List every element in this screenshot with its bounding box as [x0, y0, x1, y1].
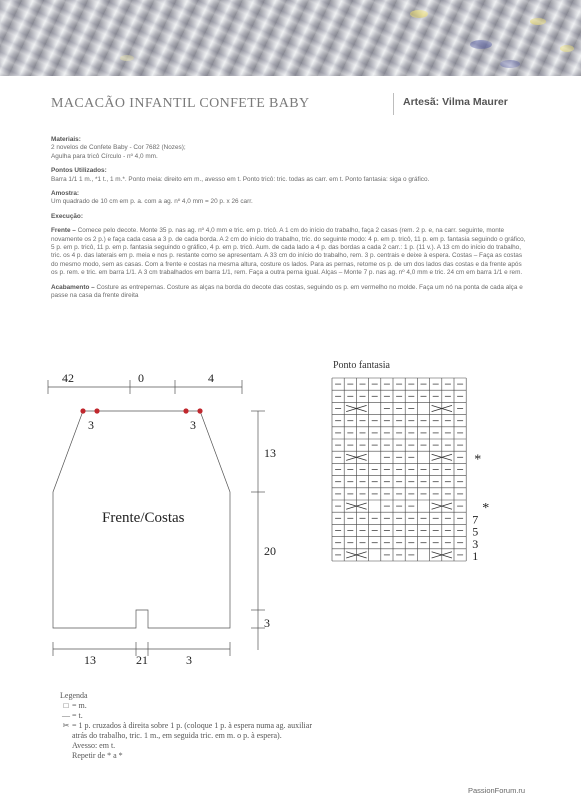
materials-section [51, 136, 529, 161]
chart-title: Ponto fantasia [333, 360, 390, 371]
front-text: Comece pelo decote. Monte 35 p. nas ag. nº 4,0 mm e tric. em p. tricô. A 1 cm do início do trabalho, faça 2 casas (rem. 2 p. e, na carr. seguinte, monte novamente os 2 p.) e faça cada casa a 3 p. de cada borda. A 2 cm do início do trabalho, tric. do seguinte modo: 4 p. em p. tricô, 11 p. em p. fantasia seguindo o gráfico, 5 p. em p. tricô, 11 p. em p. fantasia seguindo o gráfico, 4 p. em p. tricô. Aum. de cada lado a 4 p. das bordas a cada 2 carr.: 1 p. (11 v.). A 13 cm do início do trabalho, tric. os 4 p. das laterais em p. meia e nos p. restante como se apresentam. A 33 cm do início do trabalho, rem. 3 p. centrais e deixe à espera. Costas – Faça as costas do mesmo modo, sem as casas. Com a frente e costas na mesma altura, costure os lados. Para as pernas, retome os p. de um dos lados das costas e da frente após os p. rem. e tric. em barra 1/1. A 3 cm trabalhados em barra 1/1, rem. Faça a outra perna igual. Alças – Monte 7 p. nas ag. nº 4,0 mm e tric. 24 cm em barra 1/1 e rem. [51, 227, 526, 277]
chart-row-label: 3 [472, 536, 479, 551]
bottom-measure: 3 [186, 653, 192, 667]
page-title: MACACÃO INFANTIL CONFETE BABY [51, 96, 310, 111]
stitches-text: Barra 1/1 1 m., *1 t., 1 m.*. Ponto meia: direito em m., avesso em t. Ponto tricô: tric. todas as carr. em t. Ponto fantasia: siga o gráfico. [51, 175, 430, 183]
right-measure: 13 [264, 446, 276, 460]
legend-item: Avesso: em t. [72, 741, 116, 750]
legend-item: atrás do trabalho, tric. 1 m., em seguida tric. em m. o p. à espera). [72, 731, 282, 740]
title-divider [393, 93, 394, 115]
stitches-section [51, 167, 529, 184]
strap-dot [197, 408, 202, 413]
repeat-star: * [474, 452, 482, 468]
gauge-label: Amostra: [51, 190, 80, 198]
purl-dash-icon: — [62, 711, 70, 720]
legend-item: — = t. [62, 711, 83, 720]
gauge-section [51, 190, 529, 207]
top-measure: 4 [208, 371, 214, 385]
piece-label: Frente/Costas [102, 510, 185, 526]
strap-dot [80, 408, 85, 413]
finishing-label: Acabamento – [51, 283, 95, 291]
cross-stitch-icon: ✂ [62, 721, 70, 730]
top-measure: 0 [138, 371, 144, 385]
finishing-text: Costure as entrepernas. Costure as alças na borda do decote das costas, seguindo os p. em vermelho no molde. Faça um nó na ponta de cada alça e passe na casa da frente direita [51, 283, 523, 300]
pattern-schematic [40, 365, 310, 675]
materials-line-2: Agulha para tricô Círculo - nº 4,0 mm. [51, 152, 158, 160]
watermark: PassionForum.ru [468, 786, 526, 795]
materials-label: Materiais: [51, 136, 81, 143]
execution-section [51, 213, 529, 221]
front-section [51, 227, 529, 277]
front-label: Frente – [51, 227, 76, 235]
corner-label: 3 [88, 418, 94, 432]
legend-item: Repetir de * a * [72, 751, 123, 760]
bottom-measure: 21 [136, 653, 148, 667]
chart-row-label: 5 [472, 524, 479, 539]
stitch-chart [328, 372, 528, 572]
legend [60, 691, 360, 761]
author-name: Artesã: Vilma Maurer [403, 96, 508, 108]
stitches-label: Pontos Utilizados: [51, 167, 107, 175]
finishing-section [51, 284, 529, 301]
right-measure: 20 [264, 544, 276, 558]
knit-square-icon: □ [63, 701, 69, 710]
bottom-measure: 13 [84, 653, 96, 667]
yarn-banner-image [0, 0, 581, 76]
legend-title: Legenda [60, 691, 88, 700]
right-measure: 3 [264, 616, 270, 630]
materials-line-1: 2 novelos de Confete Baby - Cor 7682 (Nozes); [51, 144, 186, 152]
execution-label: Execução: [51, 212, 83, 220]
legend-item: ✂ = 1 p. cruzados à direita sobre 1 p. (coloque 1 p. à espera numa ag. auxiliar [60, 721, 360, 731]
instructions [51, 136, 529, 307]
chart-row-label: 7 [472, 512, 479, 527]
strap-dot [94, 408, 99, 413]
repeat-star: * [482, 501, 490, 517]
legend-item: □ = m. [60, 701, 360, 711]
gauge-text: Um quadrado de 10 cm em p. a. com a ag. nº 4,0 mm = 20 p. x 26 carr. [51, 198, 253, 206]
corner-label: 3 [190, 418, 196, 432]
top-measure: 42 [62, 371, 74, 385]
strap-dot [183, 408, 188, 413]
chart-row-label: 1 [472, 549, 479, 563]
